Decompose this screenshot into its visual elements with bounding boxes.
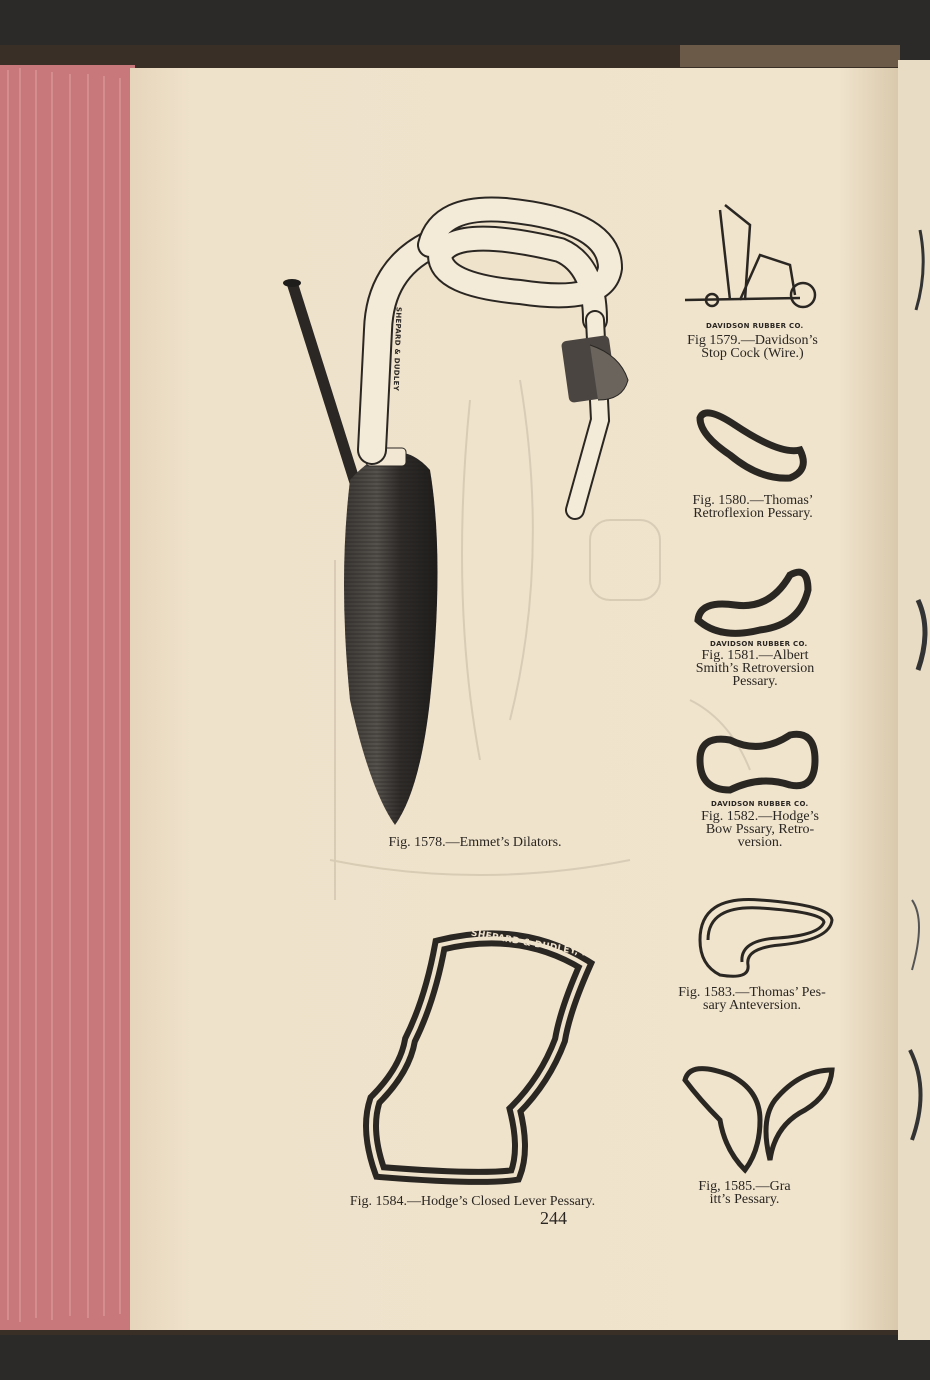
caption-line: Bow Pssary, Retro- [705,822,815,837]
caption-line: Fig. 1581.—Albert [701,648,809,663]
fig-1581-imprint: DAVIDSON RUBBER CO. [710,640,808,648]
facing-page-edge [898,60,930,1340]
caption-line: version. [737,835,783,850]
fig-1581-caption [680,649,830,688]
cover-edge [680,45,900,67]
caption-line: Fig 1579.—Davidson’s [687,333,818,348]
caption-line: Stop Cock (Wire.) [701,346,804,361]
fig-1584-imprint: SHEPARD & DUDLEY, N.Y. [470,928,603,962]
fig-1585-caption [672,1180,817,1206]
fig-1578-caption [375,836,575,849]
fig-1579-caption [680,334,825,360]
fig-1582-caption [690,810,830,849]
fig-1583-caption [672,986,832,1012]
caption-line: Fig, 1585.—Gra [698,1179,791,1194]
caption-line: sary Anteversion. [703,998,801,1013]
fig-1584-caption [325,1195,620,1208]
caption-line: Fig. 1584.—Hodge’s Closed Lever Pessary. [349,1194,596,1209]
caption-line: Retroflexion Pessary. [693,506,813,521]
caption-line: Fig. 1578.—Emmet’s Dilators. [388,835,562,850]
caption-line: Fig. 1582.—Hodge’s [701,809,819,824]
caption-line: Pessary. [732,674,778,689]
caption-line: Fig. 1583.—Thomas’ Pes- [678,985,826,1000]
caption-line: itt’s Pessary. [709,1192,780,1207]
fig-1579-imprint: DAVIDSON RUBBER CO. [706,322,804,330]
fig-1580-caption [678,494,828,520]
caption-line: Smith’s Retroversion [695,661,815,676]
fig-1578-imprint: SHEPARD & DUDLEY [391,306,403,392]
page-number: 244 [540,1208,567,1228]
fig-1582-imprint: DAVIDSON RUBBER CO. [711,800,809,808]
caption-line: Fig. 1580.—Thomas’ [692,493,814,508]
